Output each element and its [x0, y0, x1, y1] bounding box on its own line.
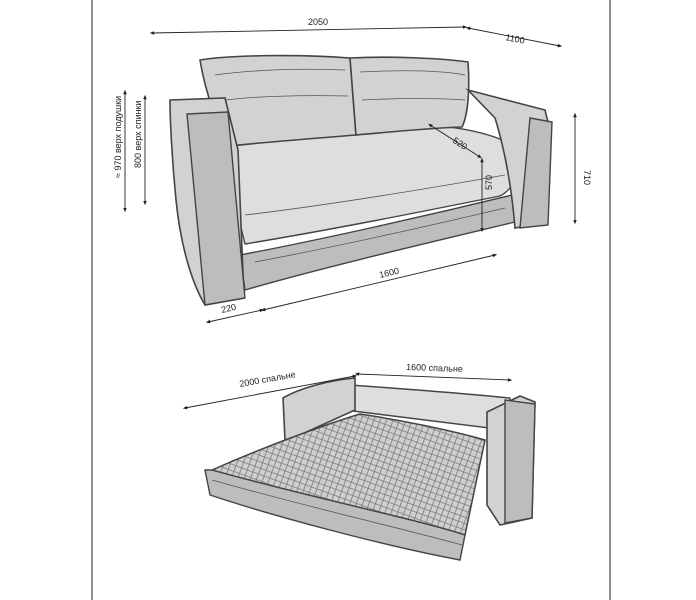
sofa-assembled-illustration: [170, 56, 552, 305]
total-height-label: 710: [582, 170, 592, 186]
sofa-unfolded-illustration: [205, 378, 535, 560]
seat-height-label: 570: [484, 174, 494, 190]
armrest-width-label: 220: [220, 301, 238, 315]
overall-width-label: 2050: [308, 17, 329, 27]
seat-width-label: 1600: [378, 265, 400, 280]
overall-depth-label: 1100: [504, 32, 526, 46]
cushion-top-height-label: ≈ 970 верх подушки: [113, 95, 123, 178]
berth-length-label: 2000 спальне: [238, 369, 297, 389]
berth-width-label: 1600 спальне: [405, 362, 464, 374]
backrest-height-label: 800 верх спинки: [133, 100, 143, 168]
seat-depth-label: 520: [450, 135, 469, 152]
